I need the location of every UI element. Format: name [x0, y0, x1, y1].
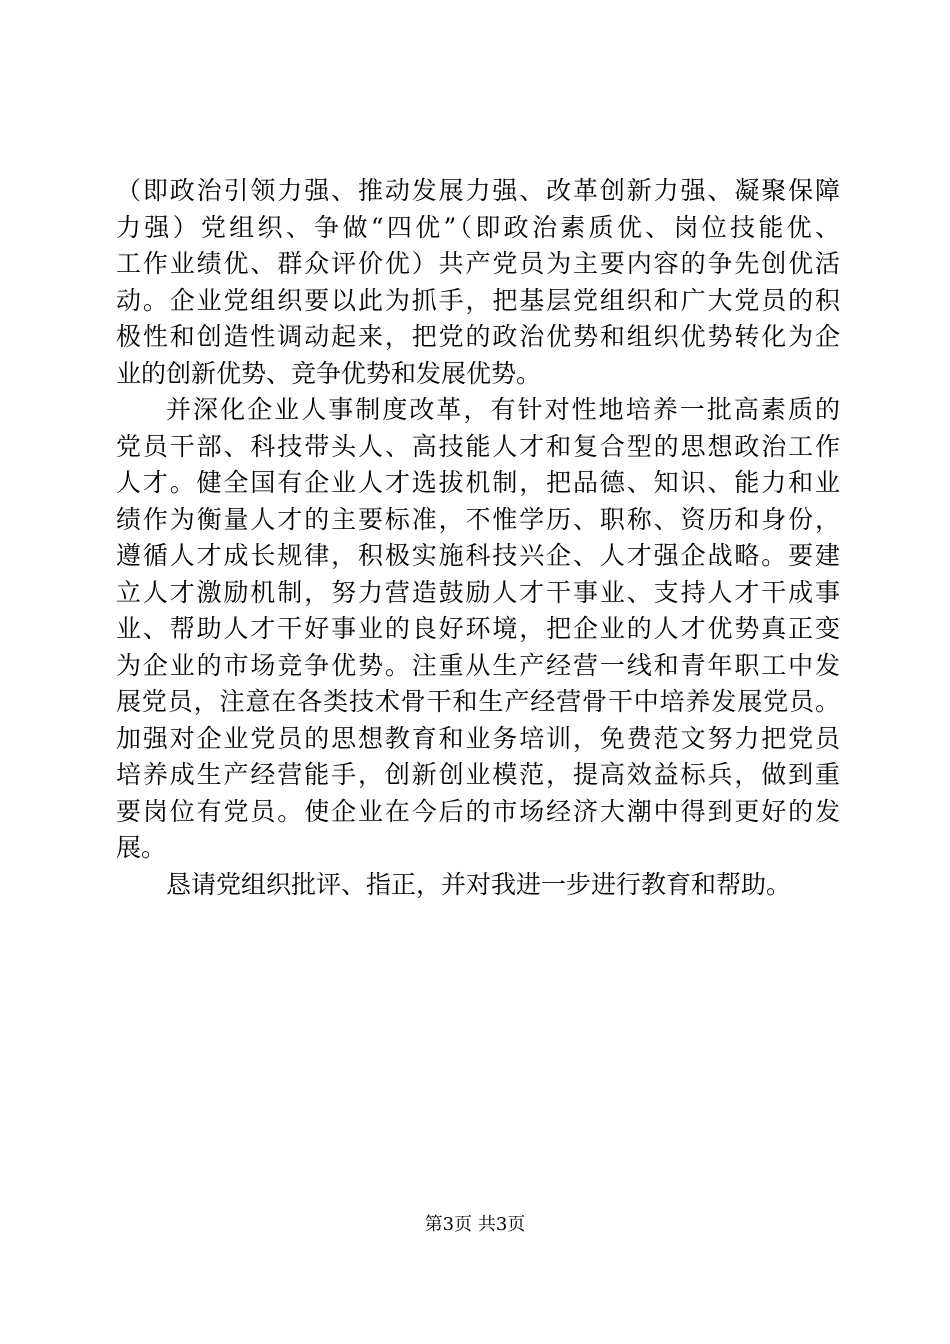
text-line: （即政治引领力强、推动发展力强、改革创新力强、凝聚保障 [116, 176, 840, 205]
text-line: 展党员，注意在各类技术骨干和生产经营骨干中培养发展党员。 [116, 687, 840, 716]
text-line: 极性和创造性调动起来，把党的政治优势和组织优势转化为企 [116, 322, 840, 351]
text-line: 加强对企业党员的思想教育和业务培训，免费范文努力把党员 [116, 723, 840, 753]
text-line: 立人才激励机制，努力营造鼓励人才干事业、支持人才干成事 [116, 577, 840, 607]
text-line: 培养成生产经营能手，创新创业模范，提高效益标兵，做到重 [116, 760, 840, 789]
text-line: 要岗位有党员。使企业在今后的市场经济大潮中得到更好的发 [116, 796, 840, 826]
text-line: 业、帮助人才干好事业的良好环境，把企业的人才优势真正变 [116, 614, 840, 643]
text-line: 绩作为衡量人才的主要标准，不惟学历、职称、资历和身份， [116, 504, 840, 534]
text-line: 业的创新优势、竞争优势和发展优势。 [116, 358, 542, 388]
text-line: 力强）党组织、争做“四优”（即政治素质优、岗位技能优、 [116, 212, 840, 242]
text-line: 为企业的市场竞争优势。注重从生产经营一线和青年职工中发 [116, 650, 840, 680]
paragraph-first-line: 并深化企业人事制度改革，有针对性地培养一批高素质的 [166, 395, 840, 424]
page-footer [0, 1213, 950, 1237]
text-line: 遵循人才成长规律，积极实施科技兴企、人才强企战略。要建 [116, 541, 840, 570]
text-line: 动。企业党组织要以此为抓手，把基层党组织和广大党员的积 [116, 285, 840, 315]
page-number: 第3页 共3页 [424, 1214, 526, 1235]
paragraph-first-line: 恳请党组织批评、指正，并对我进一步进行教育和帮助。 [166, 869, 792, 899]
text-line: 党员干部、科技带头人、高技能人才和复合型的思想政治工作 [116, 431, 840, 461]
document-body [116, 173, 840, 903]
text-line: 人才。健全国有企业人才选拔机制，把品德、知识、能力和业 [116, 468, 840, 497]
text-line: 展。 [116, 833, 167, 862]
text-line: 工作业绩优、群众评价优）共产党员为主要内容的争先创优活 [116, 249, 840, 278]
